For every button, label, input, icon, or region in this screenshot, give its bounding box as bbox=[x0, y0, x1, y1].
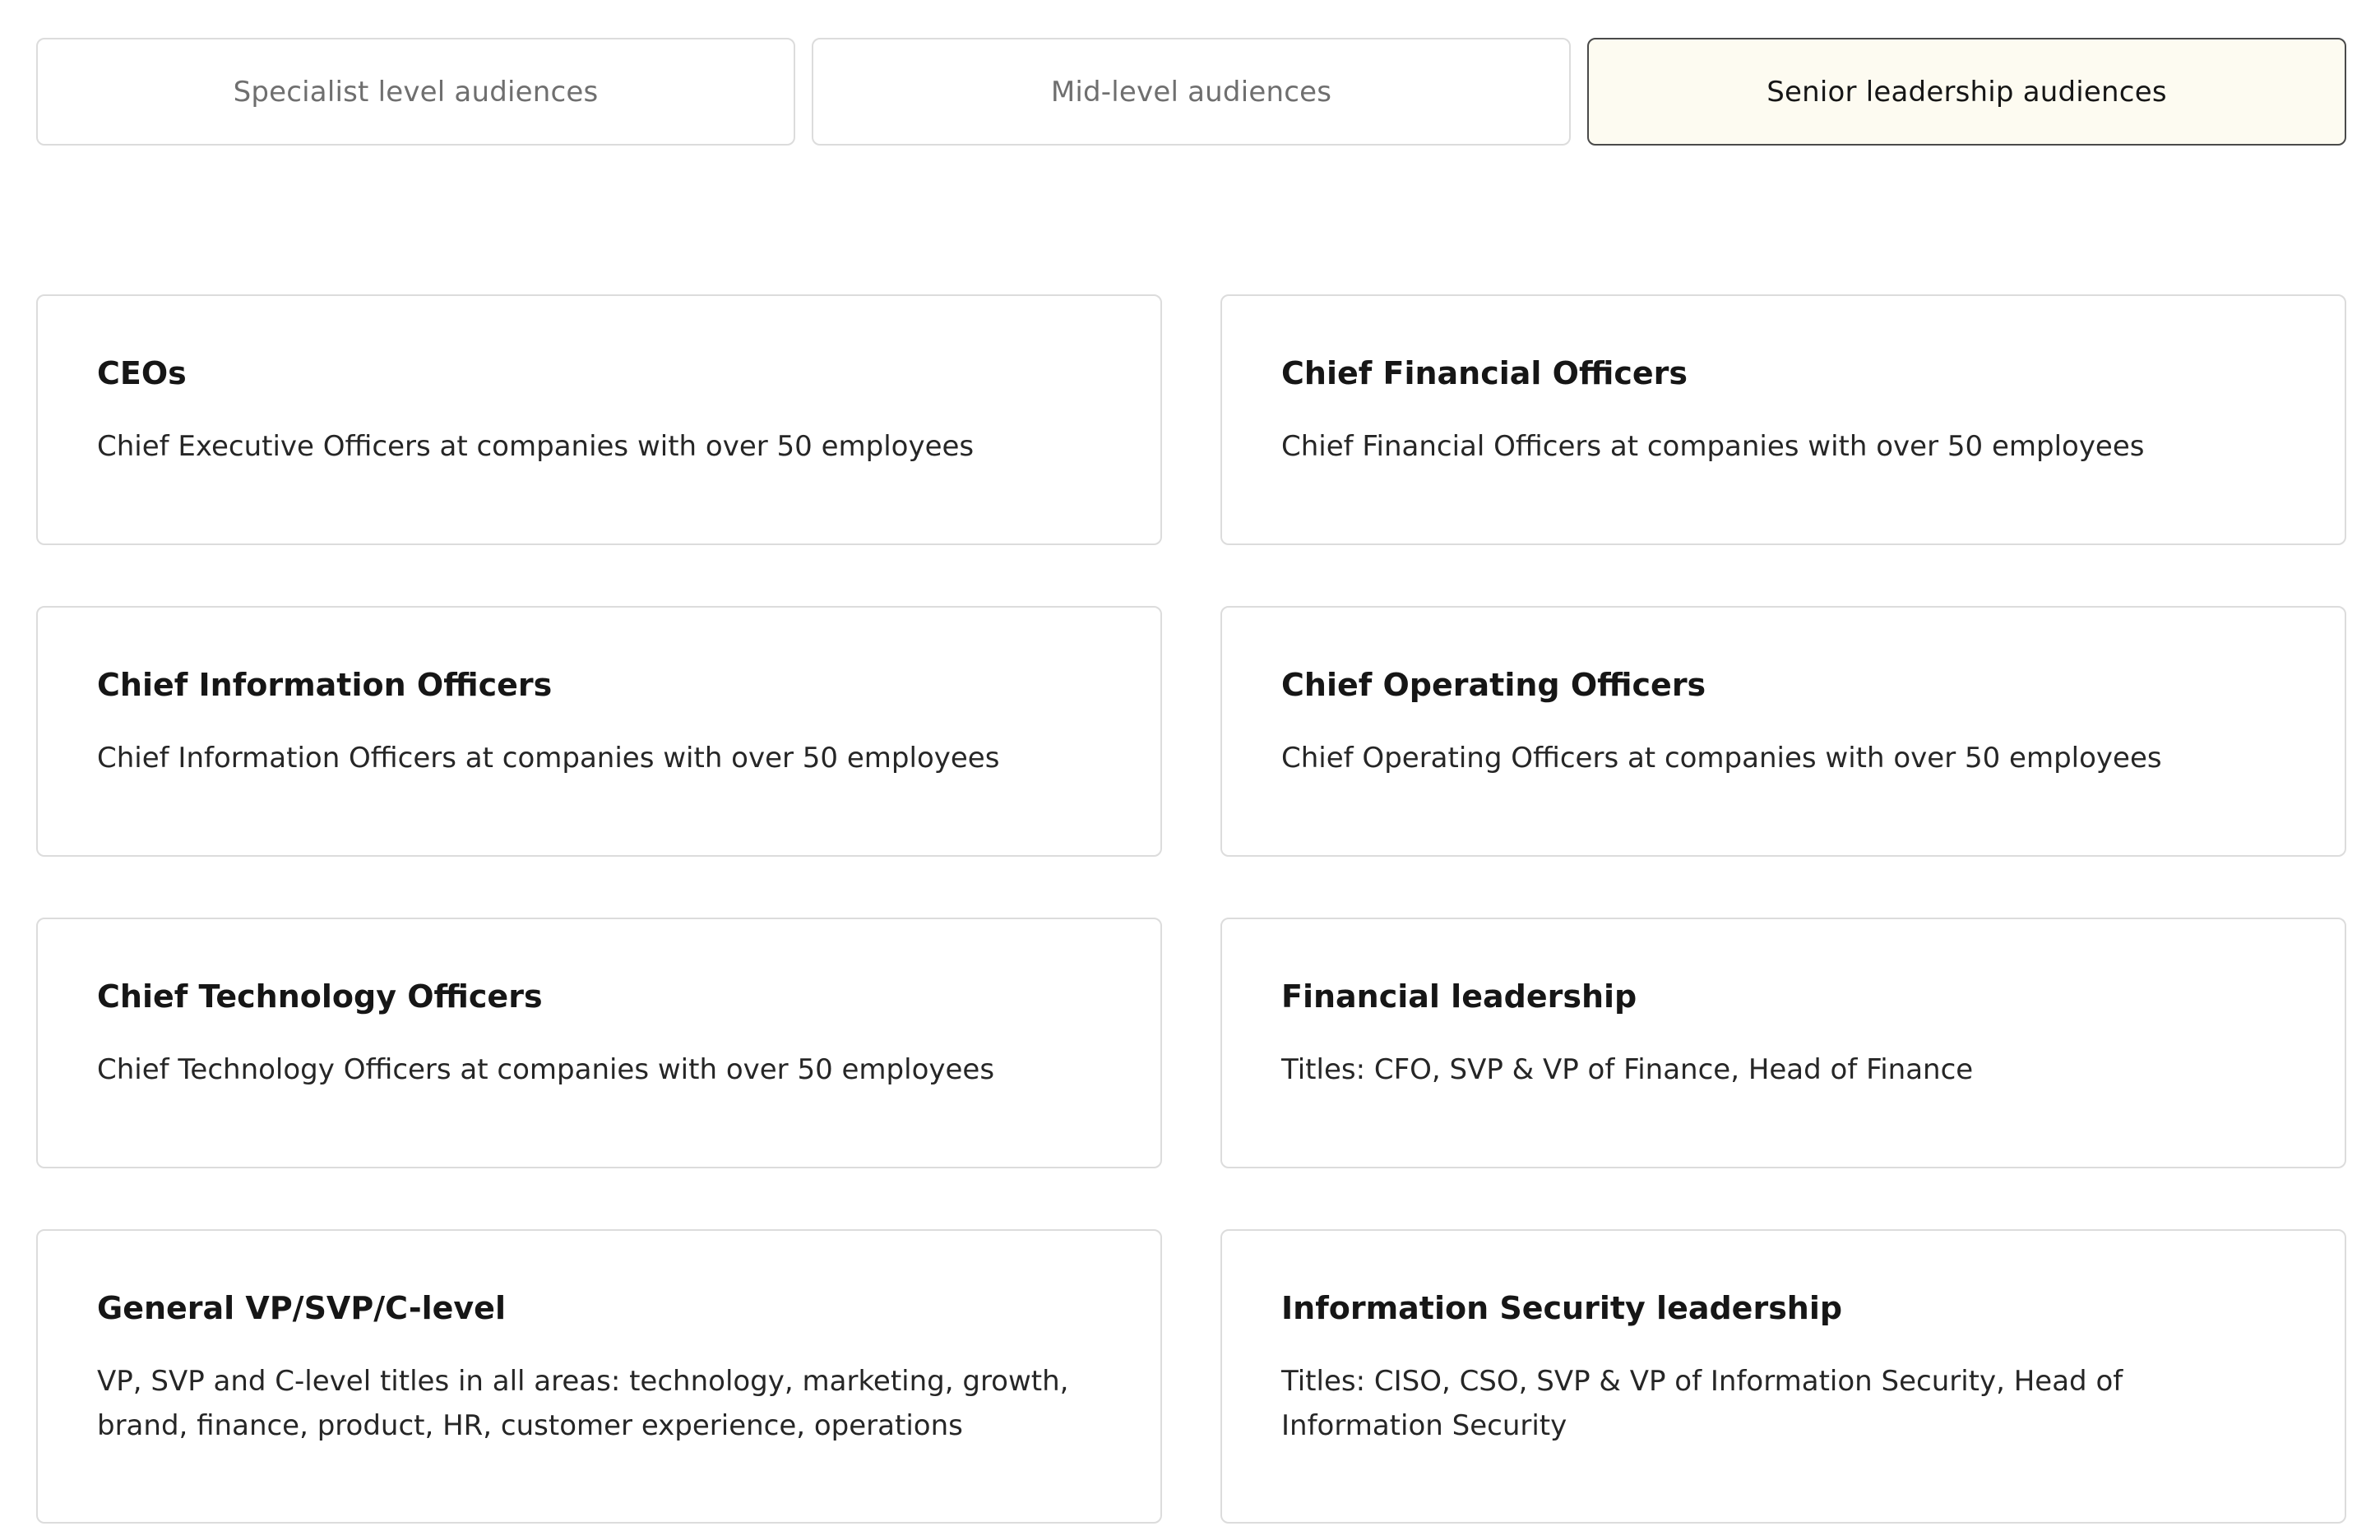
card-title: Chief Financial Officers bbox=[1281, 355, 1688, 391]
card-description: Titles: CISO, CSO, SVP & VP of Information Security, Head of Information Security bbox=[1281, 1365, 2123, 1442]
card-title: Chief Information Officers bbox=[97, 667, 553, 703]
tab-specialist-level-audiences[interactable]: Specialist level audiences bbox=[36, 38, 795, 146]
audience-tabs bbox=[36, 38, 2346, 146]
audience-card-information-security-leadership[interactable] bbox=[1220, 1229, 2346, 1524]
card-title: CEOs bbox=[97, 355, 187, 391]
card-description: VP, SVP and C-level titles in all areas: technology, marketing, growth, brand, finance, product, HR, customer experience, operations bbox=[97, 1365, 1069, 1442]
card-title: Information Security leadership bbox=[1281, 1290, 1843, 1326]
card-title: Chief Technology Officers bbox=[97, 978, 543, 1015]
tab-senior-leadership-audiences[interactable]: Senior leadership audiences bbox=[1587, 38, 2346, 146]
card-title: General VP/SVP/C-level bbox=[97, 1290, 506, 1326]
card-description: Chief Operating Officers at companies with over 50 employees bbox=[1281, 742, 2162, 775]
tab-mid-level-audiences[interactable]: Mid-level audiences bbox=[812, 38, 1571, 146]
card-description: Titles: CFO, SVP & VP of Finance, Head of Finance bbox=[1281, 1053, 1974, 1086]
card-description: Chief Executive Officers at companies with over 50 employees bbox=[97, 430, 975, 463]
audience-card-chief-operating-officers[interactable] bbox=[1220, 606, 2346, 857]
audience-card-grid bbox=[36, 294, 2346, 1524]
card-description: Chief Technology Officers at companies with over 50 employees bbox=[97, 1053, 995, 1086]
audience-card-ceos[interactable] bbox=[36, 294, 1162, 545]
card-description: Chief Information Officers at companies with over 50 employees bbox=[97, 742, 1000, 775]
audience-card-chief-information-officers[interactable] bbox=[36, 606, 1162, 857]
card-title: Chief Operating Officers bbox=[1281, 667, 1706, 703]
card-description: Chief Financial Officers at companies with over 50 employees bbox=[1281, 430, 2145, 463]
audience-card-financial-leadership[interactable] bbox=[1220, 918, 2346, 1168]
audience-card-general-vp-svp-c-level[interactable] bbox=[36, 1229, 1162, 1524]
card-title: Financial leadership bbox=[1281, 978, 1637, 1015]
audience-card-chief-technology-officers[interactable] bbox=[36, 918, 1162, 1168]
audience-card-chief-financial-officers[interactable] bbox=[1220, 294, 2346, 545]
